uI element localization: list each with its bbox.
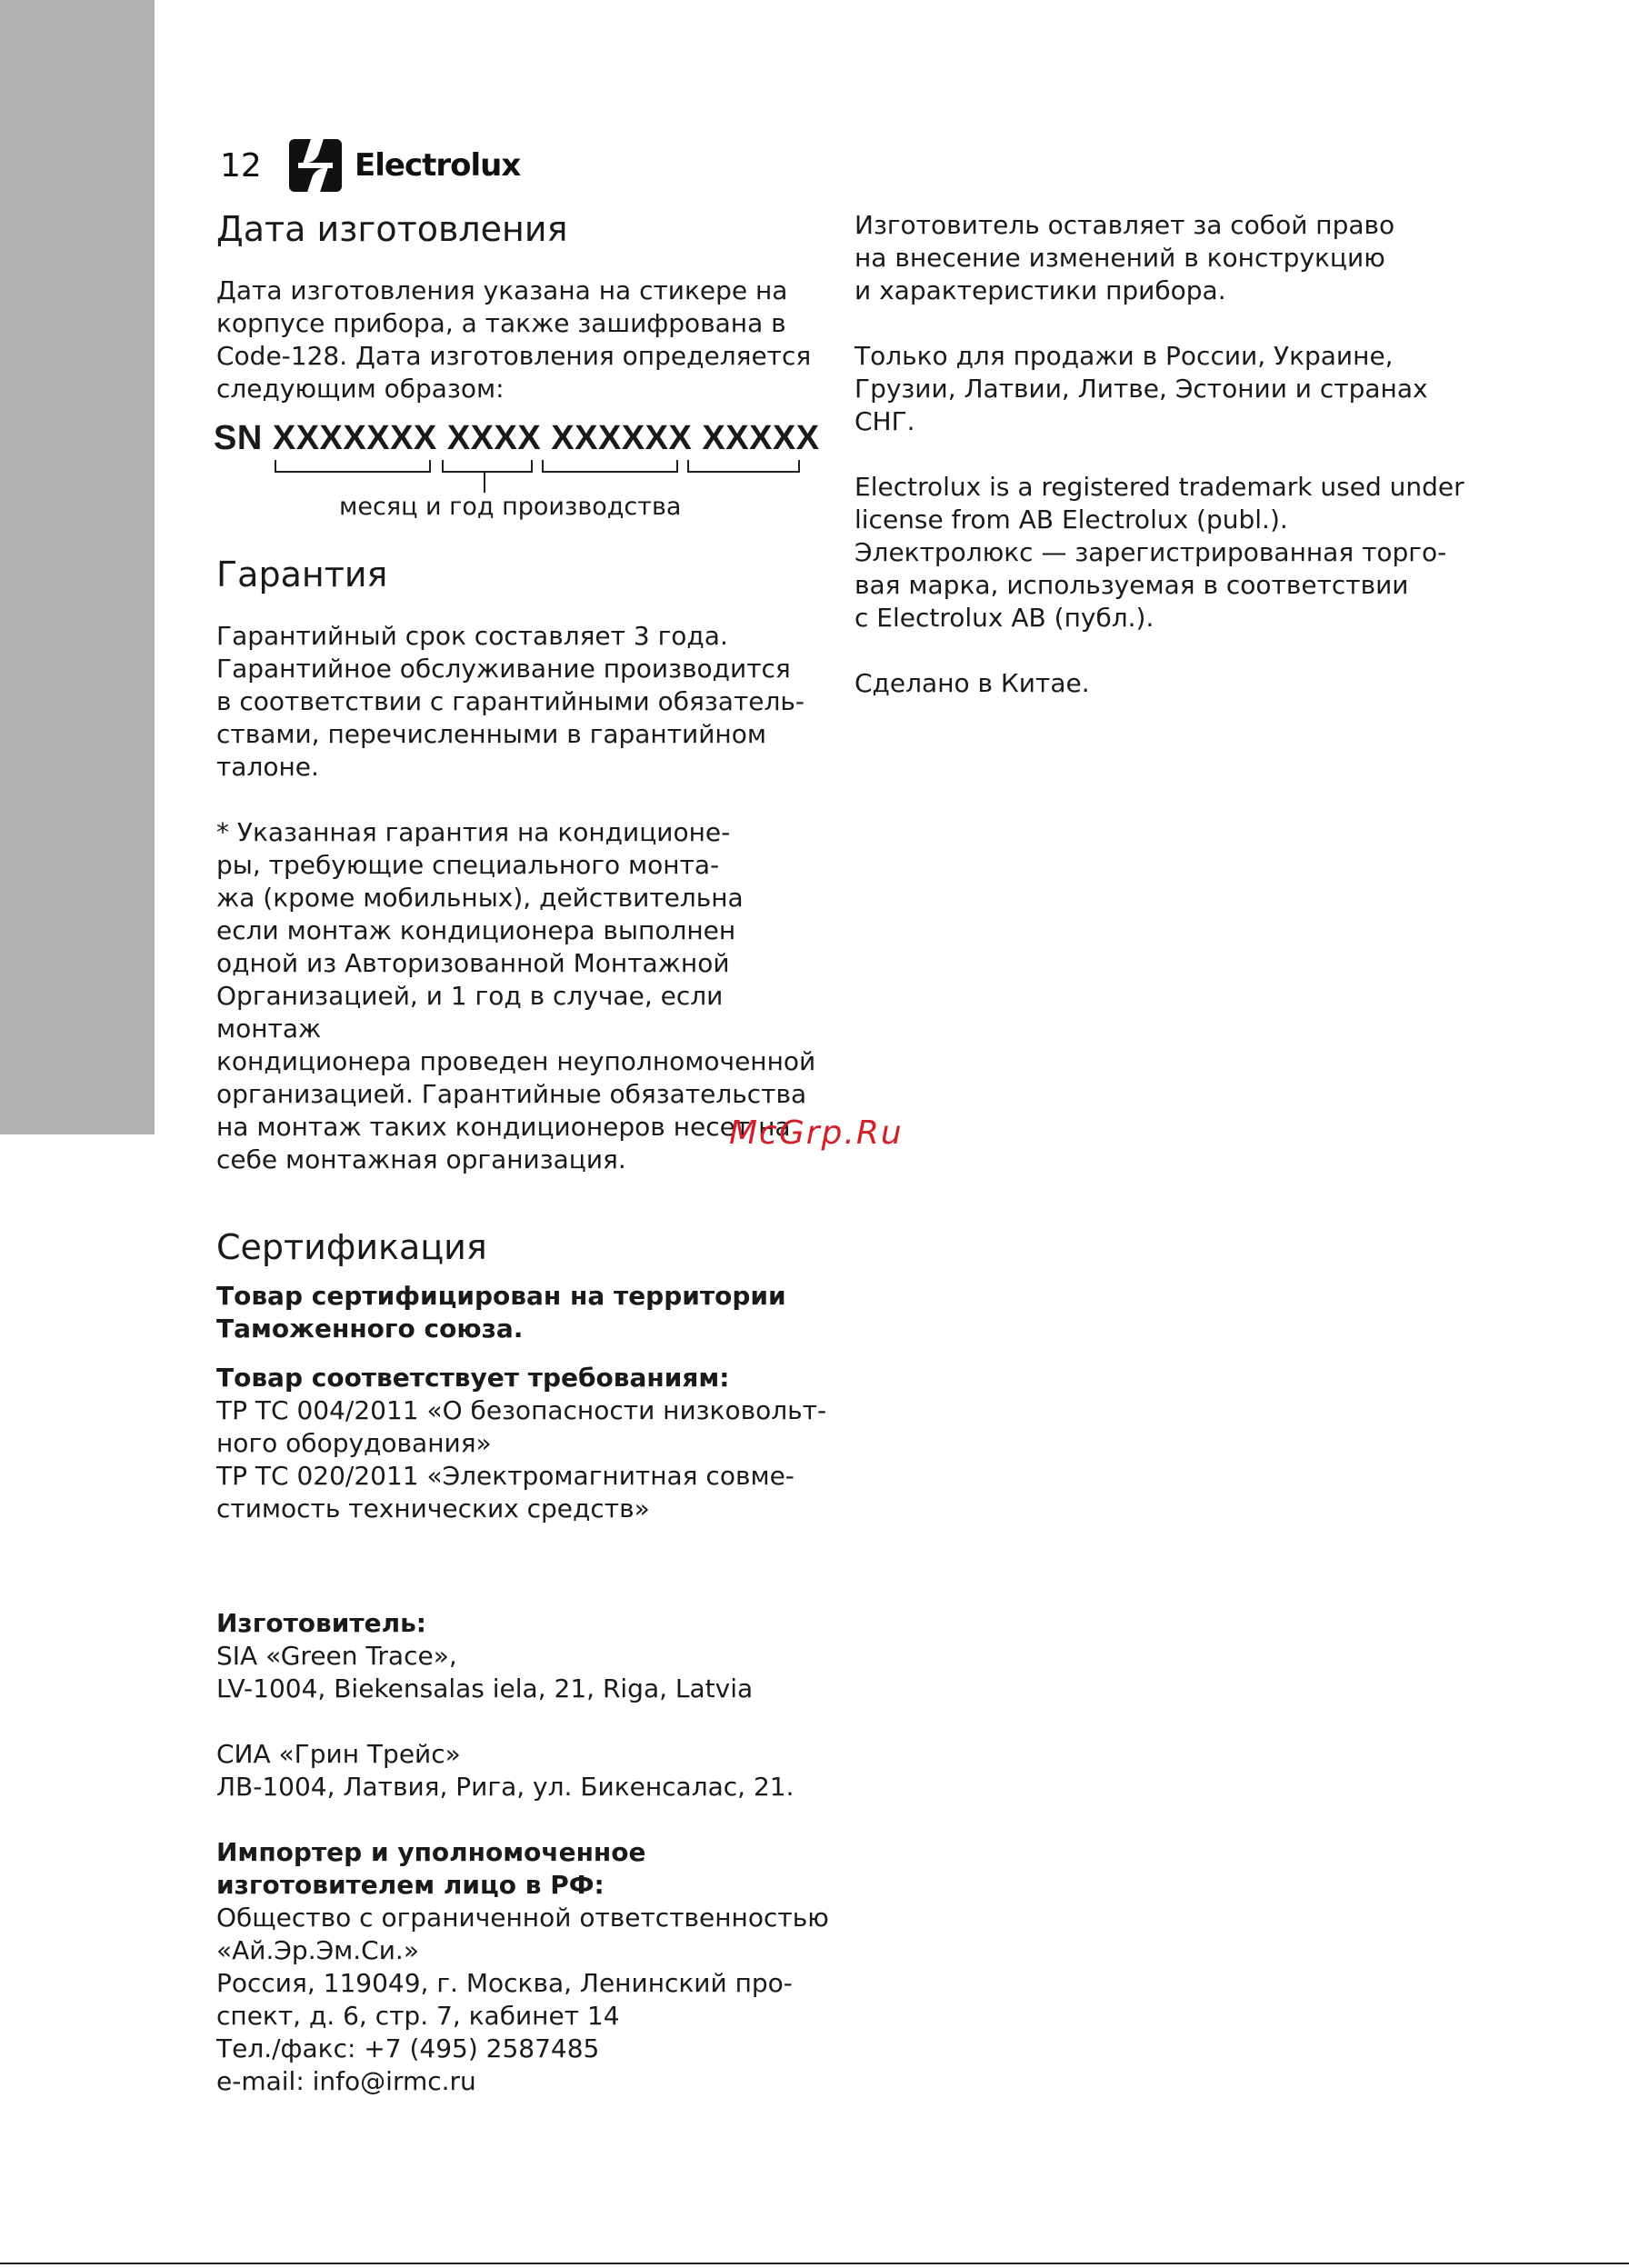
bracket-4 — [687, 460, 800, 473]
importer-label: Импортер и уполномоченное изготовителем лицо в РФ: — [216, 1837, 646, 1900]
certification-statement: Товар сертифицирован на территории Таможенного союза. — [216, 1281, 786, 1344]
warranty-note: * Указанная гарантия на кондиционе- ры, требующие специального монта- жа (кроме мобильных), действительна если монтаж кондиционера выполнен одной из Авторизованной Монтажной Организацией, и 1 год в случае, если монтаж кондиционера проведен неуполномоченной организацией. Гарантийные обязательства на монтаж таких кондиционеров несет на себе монтажная организация. — [216, 817, 816, 1174]
serial-number-pattern: SN XXXXXXX XXXX XXXXXX XXXXX — [214, 419, 820, 457]
trademark-text: Electrolux is a registered trademark used under license from AB Electrolux (publ.). Электролюкс — зарегистрированная торго- вая марка, используемая в соответствии с Electrolux AB (публ.). — [854, 472, 1464, 633]
manufacture-date-text: Дата изготовления указана на стикере на корпусе прибора, а также зашифрована в Code-128. Дата изготовления определяется следующим образом: — [216, 275, 812, 404]
warranty-text: Гарантийный срок составляет 3 года. Гарантийное обслуживание производится в соответствии с гарантийными обязатель- ствами, перечисленными в гарантийном талоне. — [216, 621, 805, 782]
requirements-label: Товар соответствует требованиям: — [216, 1363, 730, 1393]
page-number: 12 — [220, 146, 262, 185]
brand-name: Electrolux — [355, 147, 521, 184]
manufacturer-latin: SIA «Green Trace», LV-1004, Biekensalas iela, 21, Riga, Latvia — [216, 1641, 754, 1703]
watermark: McGrp.Ru — [729, 1114, 904, 1152]
bottom-rule — [0, 2263, 1629, 2264]
electrolux-logo-icon — [289, 139, 342, 192]
requirements-list: ТР ТС 004/2011 «О безопасности низковольт- ного оборудования» ТР ТС 020/2011 «Электромагнитная совме- стимость технических средств» — [216, 1395, 827, 1524]
right-column — [854, 209, 1491, 700]
warranty-title: Гарантия — [216, 555, 388, 594]
manufacturer-label: Изготовитель: — [216, 1608, 426, 1638]
bracket-2 — [442, 460, 533, 473]
bracket-pointer — [484, 473, 485, 493]
manufacture-date-title: Дата изготовления — [216, 209, 568, 249]
page-header — [220, 136, 520, 195]
certification-title: Сертификация — [216, 1227, 487, 1267]
design-changes-text: Изготовитель оставляет за собой право на внесение изменений в конструкцию и характеристики прибора. — [854, 210, 1395, 305]
sales-region-text: Только для продажи в России, Украине, Грузии, Латвии, Литве, Эстонии и странах СНГ. — [854, 341, 1428, 436]
bracket-1 — [275, 460, 431, 473]
side-bar — [0, 0, 155, 1134]
left-column — [216, 207, 834, 2098]
serial-number-diagram — [214, 418, 834, 521]
manufacturer-cyrillic: СИА «Грин Трейс» ЛВ-1004, Латвия, Рига, ул. Бикенсалас, 21. — [216, 1739, 795, 1802]
made-in-text: Сделано в Китае. — [854, 668, 1090, 698]
importer-details: Общество с ограниченной ответственностью «Ай.Эр.Эм.Си.» Россия, 119049, г. Москва, Ленинский про- спект, д. 6, стр. 7, кабинет 14 Тел./факс: +7 (495) 2587485 e-mail: info@irmc.ru — [216, 1903, 829, 2096]
bracket-3 — [542, 460, 678, 473]
serial-number-caption: месяц и год производства — [339, 493, 682, 521]
